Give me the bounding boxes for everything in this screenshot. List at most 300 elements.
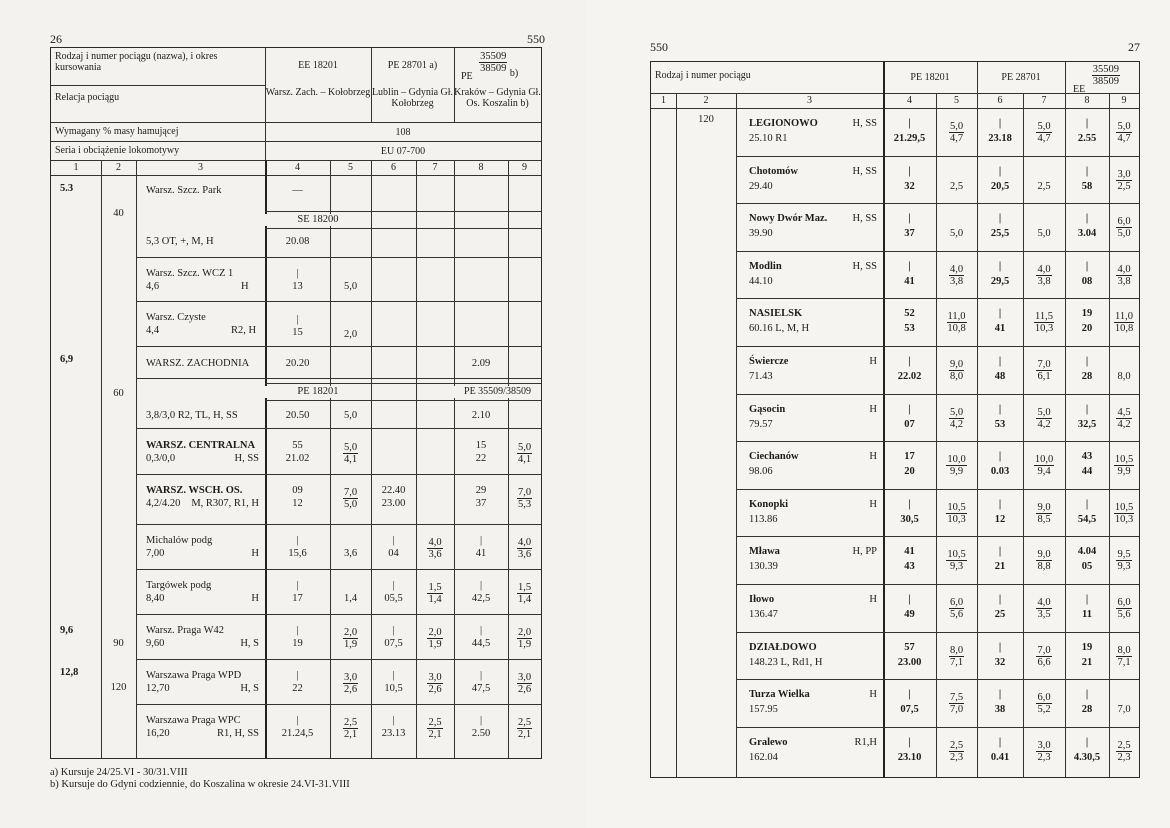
fraction	[1036, 740, 1051, 763]
time-cell: |	[296, 314, 299, 325]
station-flags: H, SS	[852, 118, 877, 129]
fraction-den: 6,1	[1037, 371, 1051, 382]
time-cell: |	[998, 261, 1002, 272]
runtime-fraction	[1109, 645, 1139, 669]
fraction-num: 7,0	[517, 487, 532, 498]
fraction	[343, 627, 358, 650]
row-divider	[736, 679, 1139, 680]
fraction	[1036, 645, 1051, 668]
time-cell: 44	[1081, 466, 1093, 477]
fraction-num: 6,0	[949, 597, 964, 608]
fraction-den: 4,2	[1117, 419, 1131, 430]
time-cell: 15	[292, 327, 303, 338]
time-cell: 05	[1081, 561, 1093, 572]
time-cell: 41	[475, 548, 487, 559]
page-number: 550	[527, 32, 545, 46]
fraction-num: 1,5	[517, 582, 532, 593]
train-pe-35509	[461, 51, 519, 82]
km-mark: 12,8	[60, 667, 79, 678]
time-cell: 25,5	[990, 228, 1010, 239]
col-num: 9	[522, 162, 527, 173]
runtime-fraction	[936, 549, 977, 573]
fraction-den: 1,9	[343, 639, 358, 650]
fraction-num: 5,0	[949, 121, 964, 132]
fraction-num: 3,0	[1117, 169, 1131, 180]
runtime-cell: 2,5	[1037, 181, 1051, 192]
runtime-fraction	[1109, 169, 1139, 193]
timetable-right	[650, 61, 1140, 778]
time-cell: 22.02	[897, 371, 922, 382]
runtime-cell: 5,0	[343, 410, 358, 421]
time-cell: |	[998, 451, 1002, 462]
station-name: Warszawa Praga WPC	[146, 715, 241, 726]
fraction-num: 35509	[1092, 64, 1119, 75]
station-name: Michalów podg	[146, 535, 213, 546]
time-cell: 41	[904, 546, 915, 557]
fraction-den: 1,9	[517, 639, 532, 650]
runtime-fraction	[508, 672, 541, 696]
runtime-fraction	[1109, 597, 1139, 621]
fraction-den: 2,3	[1117, 752, 1131, 763]
time-cell: 10,5	[384, 683, 403, 694]
station-flags: H	[251, 548, 259, 559]
fraction-num: 1,5	[428, 582, 442, 593]
station-flags: H	[869, 404, 877, 415]
time-cell: |	[1085, 499, 1089, 510]
runtime-fraction	[936, 502, 977, 526]
fraction-den: 3,8	[949, 276, 964, 287]
station-km: 12,70	[146, 683, 170, 694]
time-cell: |	[392, 625, 395, 636]
train-pe-28701: PE 28701 a)	[387, 60, 438, 71]
section-label: SE 18200	[265, 214, 371, 226]
time-cell: |	[908, 166, 911, 177]
time-cell: 30,5	[900, 514, 919, 525]
time-cell: 21	[994, 561, 1006, 572]
fraction-den: 3,5	[1037, 609, 1051, 620]
time-cell: 08	[1081, 276, 1093, 287]
time-cell: |	[1085, 737, 1089, 748]
fraction-num: 6,0	[1037, 692, 1051, 703]
train-prefix: EE	[1073, 84, 1086, 95]
time-cell: 28	[1081, 704, 1093, 715]
fraction-num: 2,0	[517, 627, 532, 638]
brake-mass-label: Wymagany % masy hamującej	[55, 126, 179, 137]
runtime-cell: 8,0	[1117, 371, 1131, 382]
runtime-fraction	[416, 717, 454, 741]
station-flags: H, S	[240, 638, 259, 649]
train-ee-18201: EE 18201	[298, 60, 338, 71]
col-num: 6	[391, 162, 396, 173]
fraction-den: 4,7	[949, 133, 964, 144]
station-name: WARSZ. WSCH. OS.	[146, 485, 243, 496]
time-cell: 19	[1081, 642, 1093, 653]
time-cell: 22.40	[381, 485, 406, 496]
station-flags: H	[869, 356, 877, 367]
fraction-num: 3,0	[517, 672, 532, 683]
station-name: 5,3 OT, +, M, H	[146, 236, 214, 247]
runtime-fraction	[936, 645, 977, 669]
time-cell: 07,5	[900, 704, 919, 715]
fraction-num: 10,0	[947, 454, 966, 465]
fraction-den: 2,1	[343, 729, 358, 740]
time-cell: 29	[475, 485, 487, 496]
runtime-fraction	[936, 740, 977, 764]
time-cell: |	[479, 670, 483, 681]
fraction-den: 1,4	[428, 594, 442, 605]
timetable-left	[50, 47, 542, 759]
section-label: PE 18201	[265, 386, 371, 398]
col-num: 3	[198, 162, 203, 173]
runtime-fraction	[1109, 264, 1139, 288]
station-name: Nowy Dwór Maz.	[749, 213, 828, 224]
train-type-label: Rodzaj i numer pociągu	[655, 70, 751, 81]
speed-limit: 60	[113, 388, 124, 399]
runtime-fraction	[1109, 121, 1139, 145]
fraction-num: 6,0	[1117, 216, 1131, 227]
fraction-den: 5,2	[1037, 704, 1051, 715]
runtime-cell: 2,0	[343, 329, 358, 340]
runtime-fraction	[936, 407, 977, 431]
fraction-den: 10,3	[947, 514, 966, 525]
fraction-den: 1,4	[517, 594, 532, 605]
fraction-num: 4,0	[1037, 264, 1051, 275]
station-name: Warsz. Szcz. Park	[146, 185, 222, 196]
fraction-den: 8,8	[1037, 561, 1051, 572]
station-name: Warsz. Czyste	[146, 312, 206, 323]
fraction-den: 5,0	[1117, 228, 1131, 239]
station-km: 162.04	[749, 752, 778, 763]
fraction-num: 5,0	[343, 442, 358, 453]
time-cell: 2.09	[471, 358, 491, 369]
time-cell: |	[479, 580, 483, 591]
fraction	[946, 454, 966, 477]
station-km: 25.10 R1	[749, 133, 788, 144]
runtime-fraction	[1109, 311, 1139, 335]
runtime-fraction	[330, 672, 371, 696]
runtime-fraction	[508, 442, 541, 466]
fraction-num: 4,0	[949, 264, 964, 275]
runtime-cell: 2,5	[949, 181, 964, 192]
time-cell: |	[998, 737, 1002, 748]
fraction-den: 5,6	[1117, 609, 1131, 620]
station-name: Turza Wielka	[749, 689, 810, 700]
time-cell: |	[998, 118, 1002, 129]
fraction	[949, 359, 964, 382]
fraction	[343, 672, 358, 695]
time-cell: |	[998, 308, 1002, 319]
fraction-num: 3,0	[428, 672, 442, 683]
time-cell: |	[392, 535, 395, 546]
col-num: 4	[907, 95, 912, 106]
time-cell: |	[296, 580, 299, 591]
train-pe-18201: PE 18201	[910, 72, 950, 83]
fraction	[1114, 454, 1134, 477]
fraction-den: 10,3	[1114, 514, 1134, 525]
row-divider	[736, 441, 1139, 442]
fraction	[1116, 121, 1131, 144]
runtime-fraction	[416, 672, 454, 696]
fraction-num: 11,5	[1035, 311, 1053, 322]
col-num: 6	[997, 95, 1003, 106]
time-cell: 19	[292, 638, 303, 649]
fraction-den: 10,8	[947, 323, 966, 334]
fraction-num: 2,5	[949, 740, 964, 751]
time-cell: |	[998, 356, 1002, 367]
time-cell: 29,5	[990, 276, 1010, 287]
fraction	[1116, 264, 1131, 287]
time-cell: 32	[994, 657, 1006, 668]
time-cell: 2.55	[1077, 133, 1097, 144]
runtime-cell: 5,0	[1037, 228, 1051, 239]
station-flags: H, SS	[234, 453, 259, 464]
speed-limit: 120	[698, 114, 714, 125]
runtime-cell: 5,0	[949, 228, 964, 239]
runtime-cell: 7,0	[1117, 704, 1131, 715]
fraction-num: 10,5	[1114, 454, 1134, 465]
fraction	[517, 627, 532, 650]
station-km: 136.47	[749, 609, 778, 620]
fraction	[1116, 740, 1131, 763]
fraction-den: 4,1	[343, 454, 358, 465]
fraction-den: 8,5	[1037, 514, 1051, 525]
time-cell: 4.04	[1077, 546, 1097, 557]
station-name: WARSZ. ZACHODNIA	[146, 358, 250, 369]
station-km: 0,3/0,0	[146, 453, 176, 464]
runtime-fraction	[1023, 407, 1065, 431]
time-cell: |	[1085, 118, 1089, 129]
col-num: 2	[703, 95, 709, 106]
station-km: 148.23 L, Rd1, H	[749, 657, 823, 668]
runtime-fraction	[508, 627, 541, 651]
station-flags: H, S	[240, 683, 259, 694]
fraction-den: 8,0	[949, 371, 964, 382]
fraction-num: 5,0	[1117, 121, 1131, 132]
fraction-den: 4,7	[1037, 133, 1051, 144]
time-cell: 42,5	[471, 593, 491, 604]
runtime-fraction	[936, 264, 977, 288]
runtime-fraction	[936, 454, 977, 478]
fraction-num: 7,5	[949, 692, 964, 703]
fraction-den: 2,6	[517, 684, 532, 695]
time-cell: 15,6	[288, 548, 307, 559]
fraction-den: 4,2	[1037, 419, 1051, 430]
fraction	[427, 537, 442, 560]
station-name: Mława	[749, 546, 780, 557]
time-cell: 4.30,5	[1073, 752, 1101, 763]
station-km: 4,6	[146, 281, 160, 292]
station-name: Iłowo	[749, 594, 775, 605]
runtime-fraction	[416, 627, 454, 651]
fraction-num: 8,0	[949, 645, 964, 656]
fraction-num: 5,0	[1037, 407, 1051, 418]
fraction-num: 5,0	[949, 407, 964, 418]
fraction-num: 11,0	[1115, 311, 1133, 322]
speed-limit: 90	[113, 638, 124, 649]
time-cell: 20	[904, 466, 915, 477]
row-divider	[736, 489, 1139, 490]
runtime-fraction	[1109, 216, 1139, 240]
runtime-fraction	[1023, 121, 1065, 145]
section-label: PE 35509/38509	[454, 386, 541, 398]
station-name: Targówek podg	[146, 580, 212, 591]
runtime-fraction	[1109, 407, 1139, 431]
time-cell: 2.50	[471, 728, 491, 739]
time-cell: 43	[904, 561, 915, 572]
fraction-den: 7,0	[949, 704, 964, 715]
time-cell: 09	[292, 485, 303, 496]
station-flags: R1, H, SS	[216, 728, 259, 739]
time-cell: 12	[292, 498, 303, 509]
fraction-den: 7,1	[1117, 657, 1131, 668]
relation-1: Warsz. Zach. – Kołobrzeg	[265, 87, 371, 98]
station-km: 16,20	[146, 728, 170, 739]
fraction-den: 4,7	[1117, 133, 1131, 144]
time-cell: 41	[994, 323, 1006, 334]
time-cell: |	[908, 404, 911, 415]
speed-limit: 40	[113, 208, 124, 219]
row-divider	[736, 536, 1139, 537]
time-cell: |	[908, 118, 911, 129]
fraction	[517, 487, 532, 510]
time-cell: 23.18	[988, 133, 1012, 144]
fraction-num: 2,5	[343, 717, 358, 728]
station-flags: R2, H	[231, 325, 257, 336]
fraction-den: 6,6	[1037, 657, 1051, 668]
fraction-den: 10,8	[1114, 323, 1134, 334]
speed-limit: 120	[110, 682, 127, 693]
time-cell: 21.24,5	[281, 728, 314, 739]
time-cell: 32,5	[1077, 419, 1097, 430]
fraction	[1116, 216, 1131, 239]
fraction-den: 2,6	[343, 684, 358, 695]
fraction	[946, 502, 966, 525]
col-num: 8	[478, 162, 484, 173]
station-km: 130.39	[749, 561, 778, 572]
runtime-fraction	[330, 627, 371, 651]
fraction-num: 4,0	[517, 537, 532, 548]
time-cell: 17	[904, 451, 915, 462]
station-km: 44.10	[749, 276, 773, 287]
fraction-num: 9,0	[1037, 502, 1051, 513]
time-cell: |	[998, 642, 1002, 653]
fraction-num: 8,0	[1117, 645, 1131, 656]
time-cell: 28	[1081, 371, 1093, 382]
fraction-num: 10,0	[1034, 454, 1054, 465]
row-divider	[736, 584, 1139, 585]
time-cell: |	[296, 625, 299, 636]
fraction	[1116, 169, 1131, 192]
runtime-fraction	[936, 597, 977, 621]
time-cell: |	[998, 213, 1002, 224]
time-cell: 17	[292, 593, 303, 604]
relation-2: Lublin – Gdynia Gł. Kołobrzeg	[371, 87, 454, 109]
time-cell: 53	[994, 419, 1006, 430]
fraction-num: 6,0	[1117, 597, 1131, 608]
station-name: Gralewo	[749, 737, 788, 748]
fraction-den: 2,1	[517, 729, 532, 740]
time-cell: |	[908, 261, 911, 272]
time-cell: |	[296, 715, 299, 726]
time-cell: 49	[904, 609, 915, 620]
footnote: a) Kursuje 24/25.VI - 30/31.VIII	[50, 767, 188, 778]
col-num: 4	[295, 162, 300, 173]
time-cell: |	[908, 594, 911, 605]
time-cell: 07	[904, 419, 915, 430]
fraction-den: 5,0	[343, 499, 358, 510]
station-flags: H	[869, 594, 877, 605]
station-km: 4,2/4.20	[146, 498, 181, 509]
fraction	[1116, 645, 1131, 668]
runtime-fraction	[508, 537, 541, 561]
time-cell: |	[296, 268, 299, 279]
time-cell: 37	[475, 498, 487, 509]
station-name: Ciechanów	[749, 451, 799, 462]
brake-value: 108	[395, 127, 411, 138]
time-cell: 23.00	[381, 498, 406, 509]
time-cell: 20	[1081, 323, 1093, 334]
station-name: WARSZ. CENTRALNA	[146, 440, 256, 451]
runtime-fraction	[936, 311, 977, 335]
row-divider	[736, 203, 1139, 204]
station-name: DZIAŁDOWO	[749, 642, 817, 653]
fraction-den: 38509	[480, 63, 507, 74]
time-cell: 20,5	[990, 181, 1010, 192]
fraction-den: 2,1	[428, 729, 442, 740]
time-cell: |	[998, 499, 1002, 510]
time-cell: —	[292, 185, 303, 196]
fraction	[427, 672, 442, 695]
time-cell: |	[1085, 356, 1089, 367]
fraction	[427, 627, 442, 650]
time-cell: 21	[1081, 657, 1093, 668]
runtime-fraction	[1023, 502, 1065, 526]
fraction-num: 7,0	[1037, 359, 1051, 370]
time-cell: 22	[475, 453, 487, 464]
time-cell: 19	[1081, 308, 1093, 319]
fraction-den: 38509	[1092, 76, 1119, 87]
train-number-fraction	[479, 51, 507, 74]
time-cell: 11	[1082, 609, 1092, 620]
fraction	[949, 264, 964, 287]
time-cell: |	[998, 546, 1002, 557]
fraction-den: 9,9	[949, 466, 964, 477]
fraction-den: 1,9	[428, 639, 442, 650]
km-mark: 6,9	[60, 354, 74, 365]
station-flags: H, SS	[852, 166, 877, 177]
time-cell: 20.50	[285, 410, 310, 421]
time-cell: 48	[994, 371, 1006, 382]
time-cell: |	[908, 356, 911, 367]
runtime-fraction	[508, 717, 541, 741]
runtime-fraction	[1023, 645, 1065, 669]
fraction	[949, 645, 964, 668]
station-km: 39.90	[749, 228, 773, 239]
time-cell: |	[392, 715, 395, 726]
runtime-fraction	[1023, 454, 1065, 478]
time-cell: |	[1085, 213, 1089, 224]
fraction-num: 3,0	[343, 672, 358, 683]
fraction	[949, 740, 964, 763]
col-num: 5	[348, 162, 353, 173]
fraction-num: 10,5	[947, 502, 966, 513]
fraction-num: 5,0	[517, 442, 532, 453]
time-cell: 0.03	[990, 466, 1010, 477]
fraction-den: 3,6	[428, 549, 442, 560]
fraction-den: 2,6	[428, 684, 442, 695]
fraction	[343, 717, 358, 740]
station-km: 113.86	[749, 514, 778, 525]
